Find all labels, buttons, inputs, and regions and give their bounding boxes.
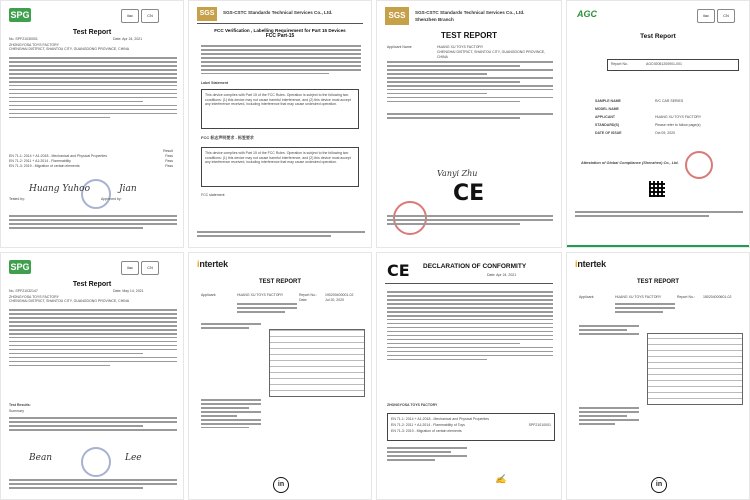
company-name: ZHONGYOSA TOYS FACTORY [387, 403, 438, 407]
intertek-badge: in [273, 477, 289, 493]
statement-note: FCC statement [201, 193, 225, 197]
ce-mark: CE [453, 181, 485, 206]
results-text [9, 417, 177, 433]
applicant-name: HUANG XU TOYS FACTORY [615, 295, 662, 299]
qr-code [649, 181, 665, 197]
footer-text [575, 211, 743, 219]
report-number-label: Report No.: [299, 293, 317, 297]
spg-test-report-2 [0, 252, 184, 500]
body-text [387, 291, 553, 363]
body-text [201, 45, 361, 77]
applicant-address: CHENGHAI DISTRICT, SHANTOU CITY, GUANGDONG PROVINCE, CHINA [9, 299, 130, 303]
body-text [9, 309, 177, 369]
header-divider [197, 23, 363, 24]
cnas-icon: CN [141, 261, 159, 275]
company-name: Attestation of Global Compliance (Shenzhen) Co., Ltd. [581, 161, 679, 165]
sgs-logo: SGS [197, 7, 217, 21]
standard-2: EN 71-2: 2011 + A1:2014 - Flammability [9, 159, 71, 163]
applicant-name: HUANG XU TOYS FACTORY [655, 115, 702, 119]
footer-text [9, 479, 177, 491]
ilac-mra-icon: ilac [697, 9, 715, 23]
fcc-statement-box-2 [201, 147, 359, 187]
standard-3: EN 71-3: 2019 - Migration of certain elements [9, 164, 80, 168]
address-text [615, 303, 675, 315]
standard-3: EN 71-3: 2019 - Migration of certain elements [391, 429, 462, 433]
result-1: Pass [165, 154, 173, 158]
result-3: Pass [165, 164, 173, 168]
report-date: Jul 20, 2020 [325, 298, 345, 302]
intertek-test-report-1 [188, 252, 372, 500]
label-statement-heading: Label Statement [201, 81, 229, 85]
report-title: Test Report [72, 29, 112, 36]
report-number: AGC92051200901-001 [646, 62, 683, 66]
signature: Vanyi Zhu [437, 169, 478, 178]
document-date: Date: Apr 24, 2021 [487, 273, 517, 277]
header-divider [385, 283, 553, 284]
report-number-label: Report No. [611, 62, 628, 66]
fcc-statement-2: This device complies with Part 15 of the FCC Rules. Operation is subject to the following two conditions: (1) this device may not cause harmful interference, and (2) this device must accept any interference received, including interference that may cause undesired operation. [205, 151, 351, 165]
date-label: Date: [299, 298, 308, 302]
agc-test-report [566, 0, 750, 248]
report-date: Date: May 14, 2021 [113, 289, 144, 293]
sample-name: R/C CAR SERIES [655, 99, 684, 103]
applicant-name: HUANG XU TOYS FACTORY [237, 293, 284, 297]
spg-test-report-1 [0, 0, 184, 248]
document-title: DECLARATION OF CONFORMITY [423, 263, 527, 270]
footer-text [9, 215, 177, 231]
ilac-mra-icon: ilac [121, 261, 139, 275]
standards-value: Please refer to follow page(s) [655, 123, 701, 127]
standard-1: EN 71-1: 2014 + A1:2018 - Mechanical and Physical Properties [9, 154, 107, 158]
body-text [9, 57, 177, 121]
sample-name-label: SAMPLE NAME [595, 99, 621, 103]
standards-table [387, 413, 555, 441]
signature-approved: Lee [125, 453, 142, 463]
approved-by-label: Approved by: [101, 197, 122, 201]
cnas-icon: CN [717, 9, 735, 23]
signature-tested: Bean [29, 453, 53, 463]
chinese-heading: FCC 标志声明要求 - 标签要求 [201, 135, 254, 140]
sample-info [579, 325, 639, 337]
applicant-name: HUANG XU TOYS FACTORY [437, 45, 484, 49]
report-number: No. SPF21032147 [9, 289, 38, 293]
applicant-label: Applicant: [201, 293, 217, 297]
report-date: Date: Apr 24, 2021 [113, 37, 143, 41]
applicant-address: CHENGHAI DISTRICT, SHANTOU CITY, GUANGDONG PROVINCE, CHINA [9, 47, 130, 51]
remarks-text [387, 113, 553, 121]
details-text [579, 407, 639, 427]
document-subtitle: FCC Verification , Labelling Requirement for Part 15 Devices [214, 28, 346, 33]
body-text [387, 61, 553, 105]
applicant-label: Applicant Name [387, 45, 412, 49]
fcc-statement: This device complies with Part 15 of the FCC Rules. Operation is subject to the following two conditions: (1) this device may not cause harmful interference, and (2) this device must accept any interference received, including interference that may cause undesired operation. [205, 93, 351, 107]
applicant-label: APPLICANT [595, 115, 616, 119]
report-number: 180204000601-02 [703, 295, 732, 299]
intertek-badge: in [651, 477, 667, 493]
signature-tested: Huang Yuhoo [29, 184, 91, 194]
report-reference: SPF21010001 [528, 423, 551, 427]
result-2: Pass [165, 159, 173, 163]
fcc-statement-box [201, 89, 359, 129]
footer-bar [567, 245, 749, 248]
intertek-logo: intertek [197, 259, 228, 269]
report-title: Test Report [72, 281, 112, 288]
summary-label: Summary [9, 409, 24, 413]
applicant-name: ZHONGYOSA TOYS FACTORY [9, 295, 59, 299]
sample-info [201, 323, 261, 331]
spg-logo: SPG [10, 262, 30, 272]
model-name-label: MODEL NAME [595, 107, 619, 111]
ilac-mra-icon: ilac [121, 9, 139, 23]
test-results-label: Test Results: [9, 403, 31, 407]
standard-1: EN 71-1: 2014 + A1:2018 - Mechanical and Physical Properties [391, 417, 489, 421]
spg-logo: SPG [10, 10, 30, 20]
footer-text [387, 215, 553, 227]
details-text [201, 399, 261, 431]
signatory-text [387, 447, 467, 463]
address-text [237, 303, 297, 315]
date-label: DATE OF ISSUE [595, 131, 622, 135]
sgs-test-report [376, 0, 562, 248]
sgs-fcc-document [188, 0, 372, 248]
sgs-logo: SGS [385, 7, 409, 25]
report-number: 190200400001-02 [325, 293, 354, 297]
standards-label: STANDARD(S) [595, 123, 620, 127]
footer-text [197, 231, 365, 239]
applicant-label: Applicant: [579, 295, 595, 299]
intertek-test-report-2 [566, 252, 750, 500]
applicant-name: ZHONGYOSA TOYS FACTORY [9, 43, 59, 47]
report-title: TEST REPORT [440, 31, 497, 40]
result-header: Result [163, 149, 173, 153]
official-stamp [685, 151, 713, 179]
report-number-box [607, 59, 739, 71]
signature-approved: Jian [119, 184, 137, 194]
intertek-logo: intertek [575, 259, 606, 269]
issue-date: Oct 09, 2020 [655, 131, 676, 135]
company-header: SGS-CSTC Standards Technical Services Co., Ltd. [415, 10, 525, 15]
model-list-table [647, 333, 743, 405]
declaration-of-conformity [376, 252, 562, 500]
document-part: FCC Part-15 [265, 33, 295, 39]
ce-mark: CE [387, 261, 410, 280]
agc-logo: AGC [577, 9, 597, 19]
company-header: SGS-CSTC Standards Technical Services Co., Ltd. [223, 10, 333, 15]
tested-by-label: Tested by: [9, 197, 25, 201]
applicant-address: CHENGHAI DISTRICT, SHANTOU CITY, GUANGDONG PROVINCE, CHINA [437, 50, 546, 59]
official-stamp [81, 447, 111, 477]
branch-name: Shenzhen Branch [415, 17, 454, 22]
model-list-table [269, 329, 365, 397]
signature: ✍ [495, 475, 507, 485]
standard-2: EN 71-2: 2011 + A1:2014 - Flammability of Toys [391, 423, 465, 427]
report-title: TEST REPORT [636, 279, 679, 285]
report-title: TEST REPORT [258, 279, 301, 285]
report-number: No. SPF21030001 [9, 37, 38, 41]
report-title: Test Report [640, 33, 676, 40]
cnas-icon: CN [141, 9, 159, 23]
report-number-label: Report No.: [677, 295, 695, 299]
